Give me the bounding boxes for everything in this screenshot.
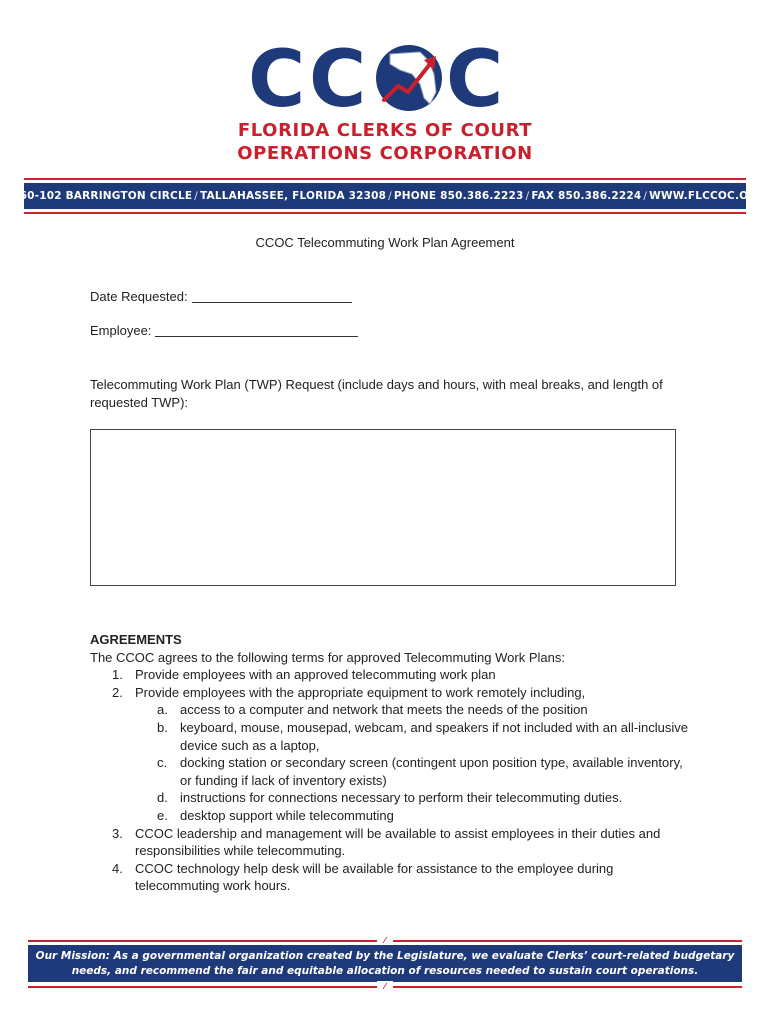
address-fax: FAX 850.386.2224 bbox=[531, 190, 642, 202]
mission-statement-band bbox=[28, 945, 742, 982]
list-marker: 2. bbox=[112, 684, 123, 700]
list-marker: 1. bbox=[112, 667, 123, 683]
list-item-text: Provide employees with an approved telecommuting work plan bbox=[135, 667, 496, 683]
sub-list-item bbox=[90, 701, 690, 719]
employee-input[interactable] bbox=[155, 323, 358, 337]
list-marker: 4. bbox=[112, 860, 123, 876]
agreements-heading: AGREEMENTS bbox=[90, 632, 182, 647]
sub-list-item-text: docking station or secondary screen (contingent upon position type, available inventory, or funding if lack of inventory exists) bbox=[180, 755, 683, 788]
list-item bbox=[90, 684, 690, 702]
date-requested-field bbox=[90, 289, 352, 304]
address-separator: ∕ bbox=[643, 190, 648, 202]
org-name-line1: FLORIDA CLERKS OF COURT bbox=[237, 120, 533, 141]
header-logo bbox=[0, 34, 770, 164]
employee-label: Employee: bbox=[90, 323, 152, 338]
sub-list-item-text: keyboard, mouse, mousepad, webcam, and speakers if not included with an all-inclusive device such as a laptop, bbox=[180, 719, 688, 753]
address-separator: ∕ bbox=[388, 190, 392, 202]
mission-bottom-mark: ∕ bbox=[377, 981, 393, 991]
list-item-text: CCOC leadership and management will be available to assist employees in their duties and responsibilities while telecommuting. bbox=[135, 825, 661, 859]
sub-list-item bbox=[90, 807, 690, 825]
agreements-intro: The CCOC agrees to the following terms for approved Telecommuting Work Plans: bbox=[90, 649, 565, 665]
ccoc-logo bbox=[0, 34, 770, 120]
address-website-link[interactable]: WWW.FLCCOC.ORG bbox=[649, 190, 766, 202]
logo-letter-c1: C bbox=[248, 35, 306, 120]
sub-list-item-text: instructions for connections necessary to perform their telecommuting duties. bbox=[180, 790, 623, 806]
org-name-line2: OPERATIONS CORPORATION bbox=[237, 143, 533, 164]
sub-list-item bbox=[90, 789, 690, 807]
address-bottom-rule bbox=[24, 212, 746, 214]
globe-florida-icon bbox=[376, 45, 442, 111]
address-phone: PHONE 850.386.2223 bbox=[393, 190, 524, 202]
sub-list-marker: a. bbox=[157, 702, 168, 718]
list-item bbox=[90, 860, 690, 895]
address-band bbox=[4, 183, 766, 209]
agreements-section bbox=[90, 631, 690, 895]
mission-label: Our Mission: bbox=[35, 950, 110, 962]
employee-field bbox=[90, 323, 358, 338]
list-item-text: Provide employees with the appropriate equipment to work remotely including, bbox=[135, 684, 586, 700]
mission-text: As a governmental organization created by the Legislature, we evaluate Clerks’ court-related budgetary needs, and recommend the fair and equitable allocation of resources needed to sustain court operations. bbox=[71, 950, 735, 977]
date-requested-label: Date Requested: bbox=[90, 289, 188, 304]
date-requested-input[interactable] bbox=[192, 289, 352, 303]
agreements-list bbox=[90, 666, 690, 895]
list-item bbox=[90, 825, 690, 860]
logo-letter-c2: C bbox=[309, 35, 367, 120]
mission-top-mark: ∕ bbox=[377, 935, 393, 945]
list-item-text: CCOC technology help desk will be available for assistance to the employee during telecommuting work hours. bbox=[135, 860, 614, 894]
sub-list-marker: b. bbox=[157, 719, 168, 735]
logo-letter-c3: C bbox=[446, 35, 504, 120]
address-city: TALLAHASSEE, FLORIDA 32308 bbox=[199, 190, 387, 202]
sub-list-item-text: access to a computer and network that meets the needs of the position bbox=[180, 702, 588, 718]
sub-list-item bbox=[90, 754, 690, 789]
address-street: 2560-102 BARRINGTON CIRCLE bbox=[4, 190, 193, 202]
twp-request-textbox[interactable] bbox=[90, 429, 676, 586]
address-top-rule bbox=[24, 178, 746, 180]
list-marker: 3. bbox=[112, 825, 123, 841]
address-separator: ∕ bbox=[194, 190, 198, 202]
document-title: CCOC Telecommuting Work Plan Agreement bbox=[255, 235, 515, 250]
sub-list-marker: e. bbox=[157, 807, 168, 823]
sub-list-marker: c. bbox=[157, 755, 168, 771]
sub-list-item bbox=[90, 719, 690, 754]
list-item bbox=[90, 666, 690, 684]
sub-list-marker: d. bbox=[157, 790, 168, 806]
sub-list-item-text: desktop support while telecommuting bbox=[180, 807, 394, 823]
twp-request-instructions: Telecommuting Work Plan (TWP) Request (include days and hours, with meal breaks, and length of requested TWP): bbox=[90, 377, 663, 410]
address-separator: ∕ bbox=[525, 190, 530, 202]
